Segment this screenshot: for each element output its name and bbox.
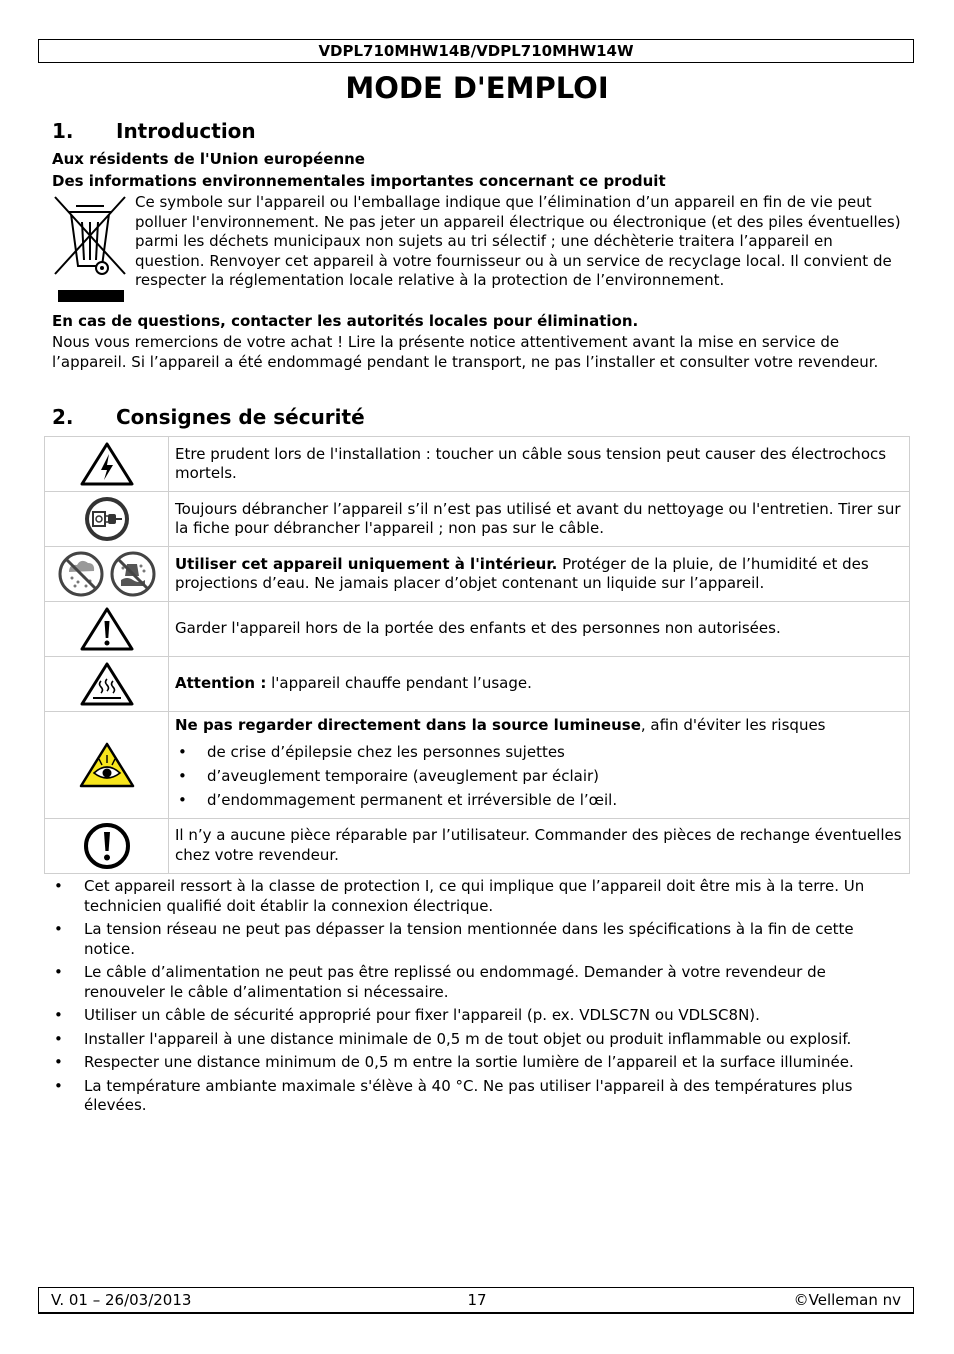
no-rain-icon (57, 565, 157, 583)
table-row (45, 492, 910, 547)
exclamation-icon (82, 836, 132, 854)
safety-text-bold: Attention : (175, 674, 267, 693)
unplug-icon (83, 510, 131, 528)
version-date: V. 01 – 26/03/2013 (51, 1291, 192, 1309)
weee-bin-icon (52, 194, 128, 306)
safety-text (169, 547, 910, 602)
icon-cell (45, 602, 169, 657)
safety-text-bold: Ne pas regarder directement dans la source lumineuse (175, 716, 641, 734)
table-row (45, 547, 910, 602)
list-item: • Cet appareil ressort à la classe de protection I, ce qui implique que l’appareil doit être mis à la terre. Un technicien qualifié doit établir la connexion électrique. (52, 877, 904, 916)
page-title: MODE D'EMPLOI (345, 71, 609, 105)
warning-icon (79, 620, 135, 638)
list-item: • d’aveuglement temporaire (aveuglement par éclair) (175, 764, 903, 788)
list-item: • d’endommagement permanent et irréversible de l’œil. (175, 788, 903, 812)
list-item: • Utiliser un câble de sécurité approprié pour fixer l'appareil (p. ex. VDLSC7N ou VDLSC8N). (52, 1006, 904, 1026)
model-number: VDPL710MHW14B/VDPL710MHW14W (318, 42, 634, 60)
safety-text (169, 712, 910, 819)
table-row (45, 712, 910, 819)
safety-text: Toujours débrancher l’appareil s’il n’est pas utilisé et avant du nettoyage ou l'entretien. Tirer sur la fiche pour débrancher l'appareil ; non pas sur le câble. (169, 492, 910, 547)
weee-description: Ce symbole sur l'appareil ou l'emballage indique que l’élimination d’un appareil en fin de vie peut polluer l'environnement. Ne pas jeter un appareil électrique ou électronique (et des piles éventuelles) parmi les déchets municipaux non sujets au tri sélectif ; une déchèterie traitera l’appareil en question. Renvoyer cet appareil à votre fournisseur ou à un service de recyclage local. Il convient de respecter la réglementation locale relative à la protection de l’environnement. (135, 193, 901, 289)
list-item: • de crise d’épilepsie chez les personnes sujettes (175, 740, 903, 764)
high-voltage-icon (79, 455, 135, 473)
eye-risk-list (175, 740, 903, 812)
icon-cell (45, 818, 169, 873)
copyright: ©Velleman nv (793, 1291, 901, 1309)
safety-text (169, 657, 910, 712)
environment-heading: Des informations environnementales importantes concernant ce produit (52, 172, 666, 190)
safety-table (44, 436, 910, 874)
icon-cell (45, 657, 169, 712)
section-number: 2. (52, 405, 74, 429)
table-row (45, 657, 910, 712)
safety-text: Garder l'appareil hors de la portée des enfants et des personnes non autorisées. (169, 602, 910, 657)
icon-cell (45, 547, 169, 602)
list-item: • La température ambiante maximale s'élève à 40 °C. Ne pas utiliser l'appareil à des températures plus élevées. (52, 1077, 904, 1116)
icon-cell (45, 437, 169, 492)
safety-bullet-list (52, 877, 904, 1120)
table-row (45, 437, 910, 492)
eye-warning-icon (79, 755, 135, 773)
thanks-paragraph: Nous vous remercions de votre achat ! Lire la présente notice attentivement avant la mise en service de l’appareil. Si l’appareil a été endommagé pendant le transport, ne pas l’installer et consulter votre revendeur. (52, 333, 879, 371)
section-heading-safety (52, 404, 365, 430)
table-row (45, 602, 910, 657)
safety-text-rest: , afin d'éviter les risques (640, 716, 826, 734)
section-title: Consignes de sécurité (116, 405, 365, 429)
document-header (38, 39, 914, 63)
page-number: 17 (467, 1291, 487, 1309)
document-footer (38, 1287, 914, 1314)
list-item: • Le câble d’alimentation ne peut pas être replissé ou endommagé. Demander à votre revendeur de renouveler le câble d’alimentation si nécessaire. (52, 963, 904, 1002)
list-item: • La tension réseau ne peut pas dépasser la tension mentionnée dans les spécifications à la fin de cette notice. (52, 920, 904, 959)
icon-cell (45, 712, 169, 819)
list-item: • Respecter une distance minimum de 0,5 m entre la sortie lumière de l’appareil et la surface illuminée. (52, 1053, 904, 1073)
safety-text-bold: Utiliser cet appareil uniquement à l'intérieur. (175, 554, 558, 573)
table-row (45, 818, 910, 873)
hot-surface-icon (79, 675, 135, 693)
icon-cell (45, 492, 169, 547)
safety-text: Il n’y a aucune pièce réparable par l’utilisateur. Commander des pièces de rechange éventuelles chez votre revendeur. (169, 818, 910, 873)
eu-residents-heading: Aux résidents de l'Union européenne (52, 150, 365, 168)
section-number: 1. (52, 119, 74, 143)
safety-text-rest: l'appareil chauffe pendant l’usage. (266, 674, 532, 693)
section-title: Introduction (116, 119, 256, 143)
questions-note: En cas de questions, contacter les autorités locales pour élimination. (52, 312, 639, 330)
list-item: • Installer l'appareil à une distance minimale de 0,5 m de tout objet ou produit inflammable ou explosif. (52, 1030, 904, 1050)
section-heading-introduction (52, 118, 256, 144)
safety-text-rest: Protéger de la pluie, de l’humidité et des projections d’eau. Ne jamais placer d’objet contenant un liquide sur l’appareil. (175, 554, 869, 592)
safety-text: Etre prudent lors de l'installation : toucher un câble sous tension peut causer des électrochocs mortels. (169, 437, 910, 492)
